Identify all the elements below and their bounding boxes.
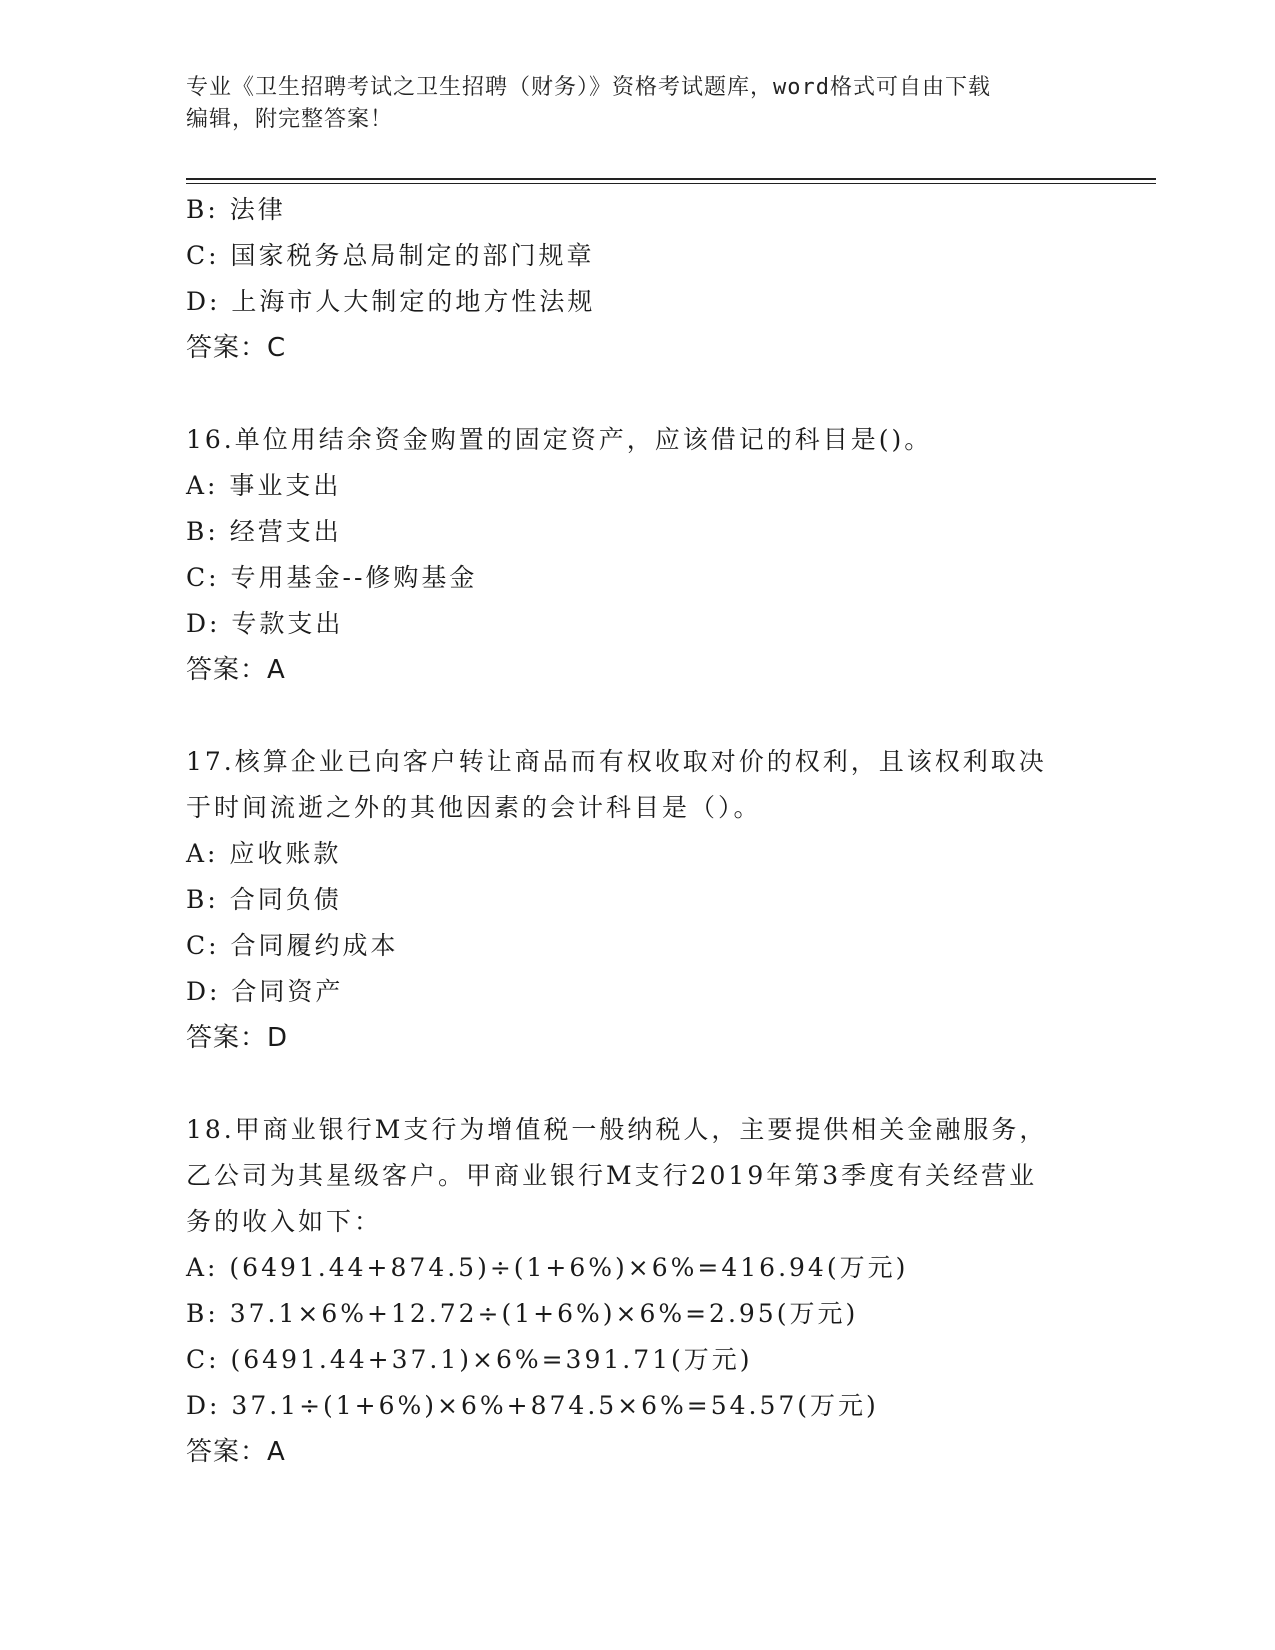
option-c: C: 专用基金--修购基金 bbox=[186, 563, 478, 592]
option-b: B: 法律 bbox=[186, 195, 286, 224]
answer: 答案：A bbox=[186, 1437, 286, 1467]
option-b: B: 经营支出 bbox=[186, 517, 342, 546]
answer: 答案：D bbox=[186, 1023, 289, 1053]
page-header bbox=[186, 72, 1066, 136]
option-a: A: 应收账款 bbox=[186, 839, 342, 868]
option-d: D: 合同资产 bbox=[186, 977, 344, 1006]
question-16 bbox=[186, 417, 1086, 693]
option-b: B: 37.1×6%+12.72÷(1+6%)×6%=2.95(万元) bbox=[186, 1299, 859, 1328]
header-line-2: 编辑，附完整答案！ bbox=[186, 107, 394, 132]
question-17 bbox=[186, 739, 1086, 1061]
question-stem: 16.单位用结余资金购置的固定资产，应该借记的科目是()。 bbox=[186, 425, 933, 454]
option-a: A: (6491.44+874.5)÷(1+6%)×6%=416.94(万元) bbox=[186, 1253, 909, 1282]
header-rule-thin bbox=[186, 183, 1156, 184]
spacer bbox=[186, 371, 1086, 417]
header-line-1: 专业《卫生招聘考试之卫生招聘（财务）》资格考试题库，word格式可自由下载 bbox=[186, 75, 991, 100]
question-stem-line-3: 务的收入如下： bbox=[186, 1207, 383, 1236]
question-stem-line-1: 18.甲商业银行M支行为增值税一般纳税人，主要提供相关金融服务， bbox=[186, 1115, 1048, 1144]
question-list bbox=[186, 187, 1086, 1475]
question-stem-line-2: 于时间流逝之外的其他因素的会计科目是（）。 bbox=[186, 793, 762, 822]
question-stem-line-2: 乙公司为其星级客户。甲商业银行M支行2019年第3季度有关经营业 bbox=[186, 1161, 1038, 1190]
option-c: C: (6491.44+37.1)×6%=391.71(万元) bbox=[186, 1345, 753, 1374]
spacer bbox=[186, 1061, 1086, 1107]
question-18 bbox=[186, 1107, 1086, 1475]
question-15 bbox=[186, 187, 1086, 371]
question-stem-line-1: 17.核算企业已向客户转让商品而有权收取对价的权利，且该权利取决 bbox=[186, 747, 1047, 776]
answer: 答案：C bbox=[186, 333, 287, 363]
option-a: A: 事业支出 bbox=[186, 471, 342, 500]
option-c: C: 国家税务总局制定的部门规章 bbox=[186, 241, 595, 270]
answer: 答案：A bbox=[186, 655, 286, 685]
header-rule-thick bbox=[186, 178, 1156, 180]
option-b: B: 合同负债 bbox=[186, 885, 342, 914]
option-d: D: 专款支出 bbox=[186, 609, 344, 638]
option-d: D: 上海市人大制定的地方性法规 bbox=[186, 287, 596, 316]
spacer bbox=[186, 693, 1086, 739]
option-d: D: 37.1÷(1+6%)×6%+874.5×6%=54.57(万元) bbox=[186, 1391, 879, 1420]
option-c: C: 合同履约成本 bbox=[186, 931, 399, 960]
